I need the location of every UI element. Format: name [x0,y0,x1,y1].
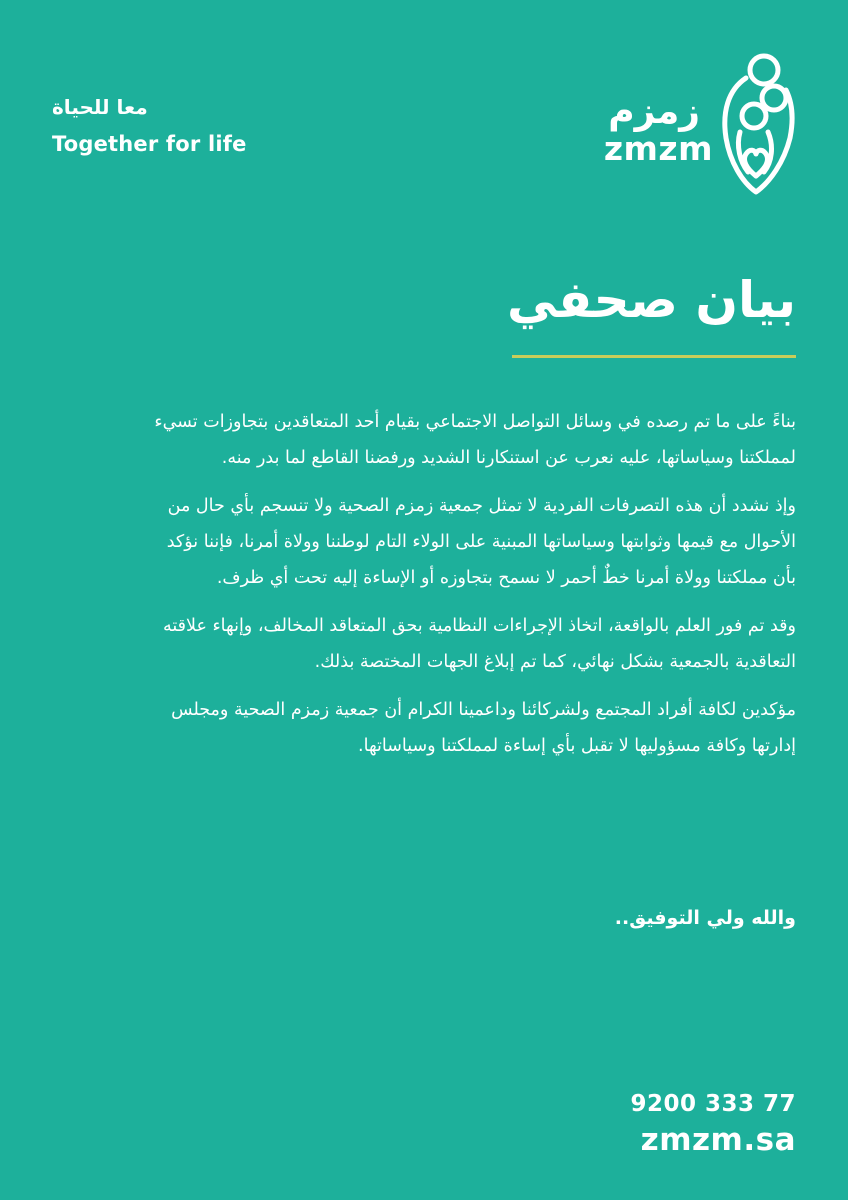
statement-paragraph: وقد تم فور العلم بالواقعة، اتخاذ الإجراءات النظامية بحق المتعاقد المخالف، وإنهاء علاقته التعاقدية بالجمعية بشكل نهائي، كما تم إبلاغ الجهات المختصة بذلك. [162,616,796,672]
statement-paragraph: بناءً على ما تم رصده في وسائل التواصل الاجتماعي بقيام أحد المتعاقدين بتجاوزات تسيء لمملكتنا وسياساتها، عليه نعرب عن استنكارنا الشديد ورفضنا القاطع لما بدر منه. [154,412,796,468]
logo-arabic-wordmark: زمزم [608,91,700,132]
zmzm-logo [598,50,798,195]
statement-paragraph: وإذ نشدد أن هذه التصرفات الفردية لا تمثل جمعية زمزم الصحية ولا تنسجم بأي حال من الأحوال مع قيمها وثوابتها وسياساتها المبنية على الولاء التام لوطننا وولاة أمرنا، فإننا نؤكد بأن مملكتنا وولاة أمرنا خطٌ أحمر لا نسمح بتجاوزه أو الإساءة إليه تحت أي ظرف. [166,496,796,588]
contact-block [630,1088,796,1160]
website-url: zmzm.sa [640,1122,796,1158]
phone-number: 9200 333 77 [630,1091,796,1117]
tagline-arabic: معا للحياة [52,95,148,119]
title-underline-divider [512,355,796,358]
logo-english-wordmark: zmzm [603,129,713,168]
tagline-english: Together for life [52,132,247,156]
closing-line: والله ولي التوفيق.. [614,907,796,929]
page-title: بيان صحفي [507,271,796,329]
people-heart-icon [718,50,798,195]
tagline [52,92,292,158]
statement-paragraph: مؤكدين لكافة أفراد المجتمع ولشركائنا وداعمينا الكرام أن جمعية زمزم الصحية ومجلس إدارتها وكافة مسؤوليها لا تقبل بأي إساءة لمملكتنا وسياساتها. [171,700,796,756]
statement-body [146,404,796,776]
